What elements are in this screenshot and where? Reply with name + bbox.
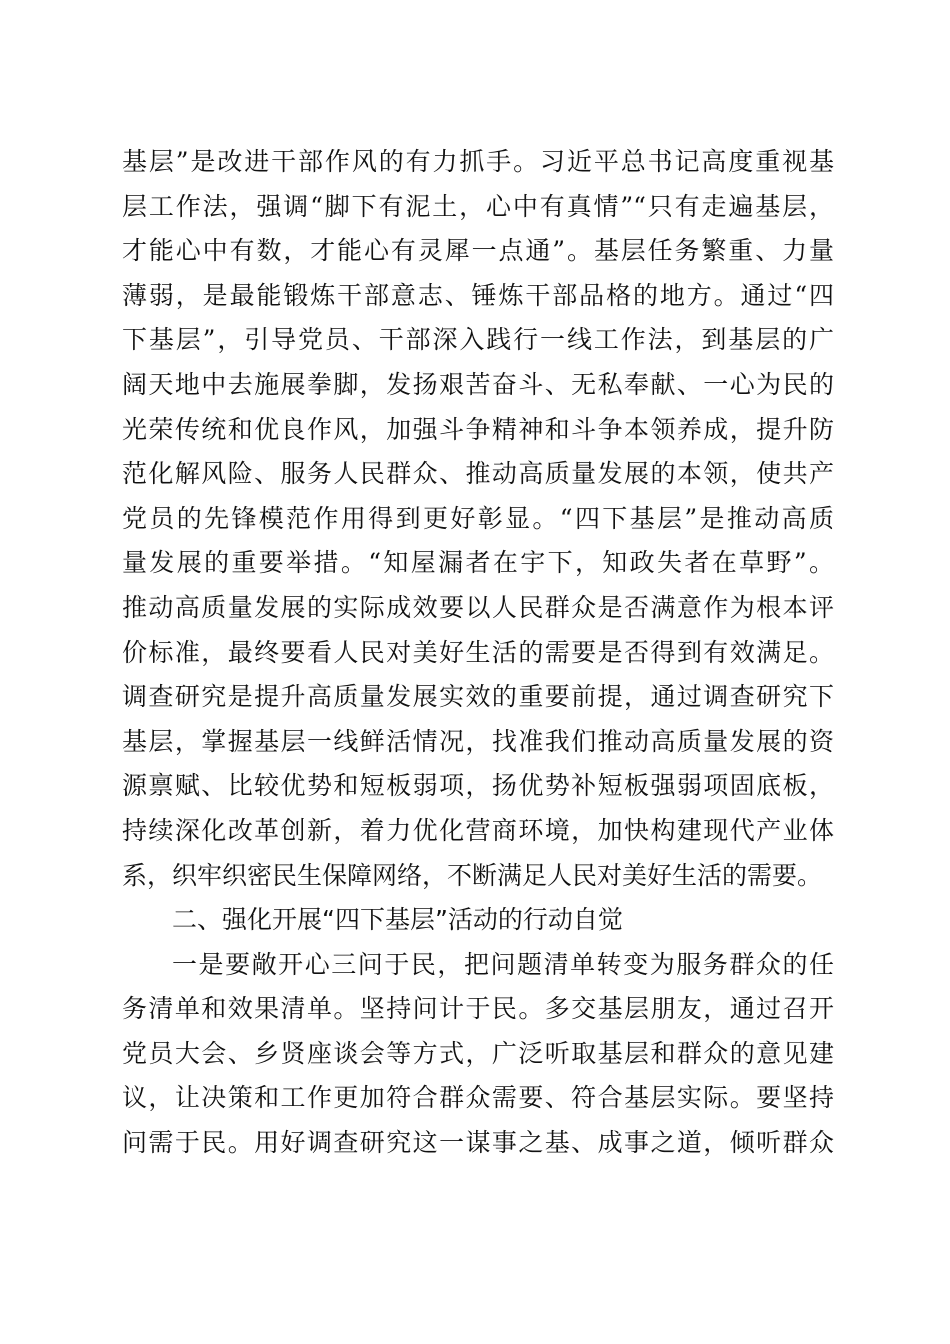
section-heading: 二、强化开展“四下基层”活动的行动自觉 bbox=[172, 905, 623, 935]
text-line: 光荣传统和优良作风，加强斗争精神和斗争本领养成，提升防 bbox=[122, 414, 834, 444]
text-line: 薄弱，是最能锻炼干部意志、锤炼干部品格的地方。通过“四 bbox=[122, 280, 834, 310]
document-body bbox=[122, 140, 834, 1166]
text-line: 量发展的重要举措。“知屋漏者在宇下，知政失者在草野”。 bbox=[122, 548, 834, 578]
text-line: 下基层”，引导党员、干部深入践行一线工作法，到基层的广 bbox=[122, 325, 834, 355]
text-line: 系，织牢织密民生保障网络，不断满足人民对美好生活的需要。 bbox=[122, 860, 823, 890]
text-line: 基层”是改进干部作风的有力抓手。习近平总书记高度重视基 bbox=[122, 147, 834, 176]
paragraph-2 bbox=[122, 943, 834, 1166]
text-line: 务清单和效果清单。坚持问计于民。多交基层朋友，通过召开 bbox=[122, 994, 834, 1024]
text-line: 议，让决策和工作更加符合群众需要、符合基层实际。要坚持 bbox=[122, 1083, 834, 1113]
paragraph-1 bbox=[122, 140, 834, 898]
text-line: 源禀赋、比较优势和短板弱项，扬优势补短板强弱项固底板， bbox=[122, 771, 834, 801]
text-line: 基层，掌握基层一线鲜活情况，找准我们推动高质量发展的资 bbox=[122, 726, 834, 756]
text-line: 层工作法，强调“脚下有泥土，心中有真情”“只有走遍基层， bbox=[122, 191, 834, 221]
text-line: 党员的先锋模范作用得到更好彰显。“四下基层”是推动高质 bbox=[122, 503, 834, 533]
text-line: 范化解风险、服务人民群众、推动高质量发展的本领，使共产 bbox=[122, 459, 834, 489]
text-line: 党员大会、乡贤座谈会等方式，广泛听取基层和群众的意见建 bbox=[122, 1038, 834, 1068]
text-line: 持续深化改革创新，着力优化营商环境，加快构建现代产业体 bbox=[122, 815, 834, 845]
text-line: 才能心中有数，才能心有灵犀一点通”。基层任务繁重、力量 bbox=[122, 236, 834, 266]
text-line: 价标准，最终要看人民对美好生活的需要是否得到有效满足。 bbox=[122, 637, 834, 667]
text-line: 阔天地中去施展拳脚，发扬艰苦奋斗、无私奉献、一心为民的 bbox=[122, 369, 834, 399]
text-line: 一是要敞开心三问于民，把问题清单转变为服务群众的任 bbox=[172, 949, 834, 979]
text-line: 推动高质量发展的实际成效要以人民群众是否满意作为根本评 bbox=[122, 592, 834, 622]
text-line: 问需于民。用好调查研究这一谋事之基、成事之道，倾听群众 bbox=[122, 1128, 834, 1158]
text-line: 调查研究是提升高质量发展实效的重要前提，通过调查研究下 bbox=[122, 682, 834, 712]
